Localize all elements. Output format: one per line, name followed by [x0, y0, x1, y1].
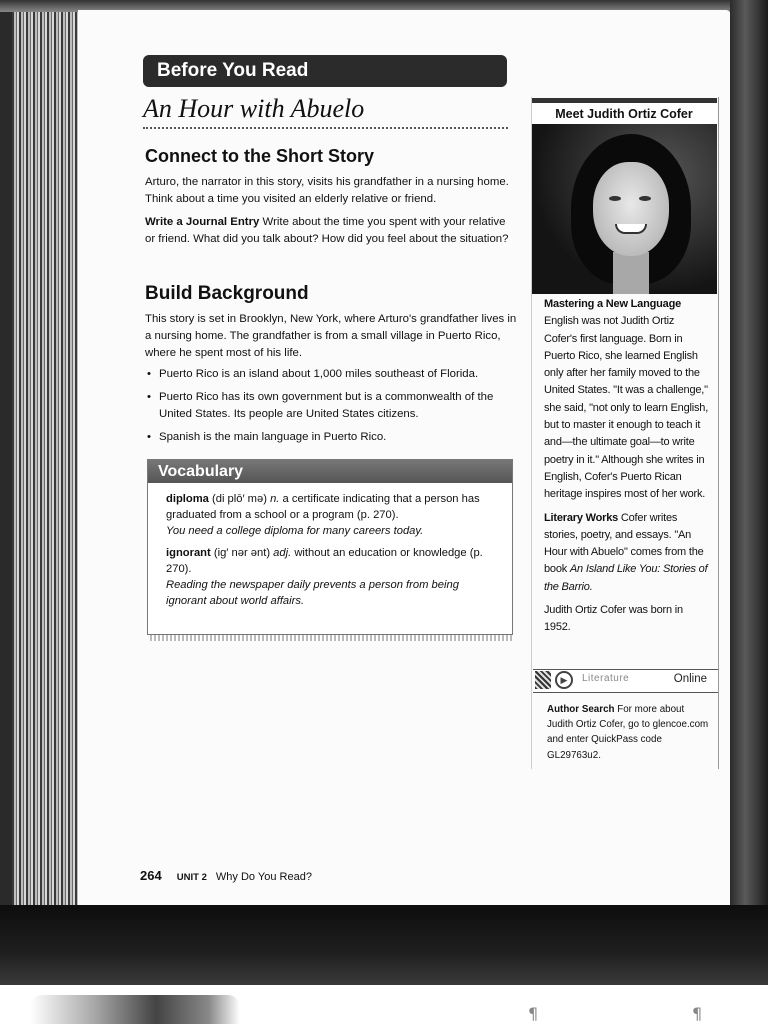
section-banner: Before You Read: [143, 55, 507, 87]
background-heading: Build Background: [145, 283, 309, 304]
vocabulary-shadow: [150, 635, 513, 641]
connect-heading: Connect to the Short Story: [145, 146, 374, 166]
background-bullets: [145, 366, 517, 452]
title-divider: [143, 127, 508, 129]
vocab-entry-diploma: [166, 491, 498, 539]
book-spine-shadow: [730, 0, 768, 990]
online-word: Online: [673, 673, 707, 685]
author-search-text: For more about Judith Ortiz Cofer, go to glencoe.com and enter QuickPass code GL29763u2.: [547, 704, 709, 761]
literature-online-bar: [533, 669, 719, 693]
vocab-example: Reading the newspaper daily prevents a person from being ignorant about world affairs.: [166, 579, 459, 607]
vocab-definition: a certificate indicating that a person has graduated from a school or a program (p. 270).: [166, 493, 480, 521]
vocab-example: You need a college diploma for many careers today.: [166, 525, 424, 537]
list-item: • Puerto Rico is an island about 1,000 miles southeast of Florida.: [145, 366, 517, 383]
vocab-word: diploma: [166, 493, 209, 505]
born-text: Judith Ortiz Cofer was born in 1952.: [544, 604, 683, 634]
list-item: • Puerto Rico has its own government but is a commonwealth of the United States. Its people are United States citizens.: [145, 389, 517, 423]
vocab-pronunciation: (di plō′ mə): [212, 493, 267, 505]
web-icon: [535, 671, 551, 689]
works-book-title: An Island Like You: Stories of the Barrio.: [544, 563, 708, 593]
author-bio: [544, 296, 710, 643]
author-search-label: Author Search: [547, 704, 615, 715]
scan-smudge: [30, 995, 240, 1024]
vocab-definition: without an education or knowledge (p. 270).: [166, 547, 483, 575]
online-label: Literature: [582, 673, 630, 684]
vocab-part-of-speech: adj.: [273, 547, 292, 559]
mastering-text: English was not Judith Ortiz Cofer's first language. Born in Puerto Rico, she learned English only after her family moved to the United States. "It was a challenge," she said, "not only to learn English, but to master it enough to teach it and—the ultimate goal—to write poetry in it." Although she writes in English, Cofer's Puerto Rican heritage inspires most of her work.: [544, 315, 709, 501]
background-intro: This story is set in Brooklyn, New York, where Arturo's grandfather lives in a nursing home. The grandfather is from a small village in Puerto Rico, where he spent most of his life.: [145, 313, 517, 359]
journal-label: Write a Journal Entry: [145, 216, 260, 228]
mastering-label: Mastering a New Language: [544, 298, 682, 310]
page-number: 264: [140, 868, 162, 883]
works-text: Cofer writes stories, poetry, and essays. "An Hour with Abuelo" comes from the book: [544, 511, 704, 576]
vocab-pronunciation: (ig′ nər ənt): [213, 547, 271, 559]
author-search: [547, 702, 713, 763]
vocab-entry-ignorant: [166, 545, 498, 609]
unit-label: UNIT 2: [176, 872, 207, 883]
list-item: • Spanish is the main language in Puerto Rico.: [145, 429, 517, 446]
vocabulary-heading: Vocabulary: [148, 460, 512, 483]
scan-mark: ¶: [528, 1004, 539, 1023]
works-label: Literary Works: [544, 511, 619, 524]
cd-icon: ▶: [555, 671, 573, 689]
journal-text: Write about the time you spent with your relative or friend. What did you talk about? How did you feel about the situation?: [145, 216, 509, 245]
works-paragraph: [544, 510, 710, 596]
mastering-paragraph: [544, 296, 710, 504]
vocabulary-box: [147, 459, 513, 635]
vocab-part-of-speech: n.: [270, 493, 280, 505]
scan-bottom-shadow: [0, 905, 768, 985]
book-page-edges: [12, 10, 82, 922]
page-footer: [140, 868, 312, 883]
connect-intro: Arturo, the narrator in this story, visits his grandfather in a nursing home. Think about a time you visited an elderly relative or friend.: [145, 176, 509, 205]
story-title: An Hour with Abuelo: [143, 94, 365, 123]
unit-title: Why Do You Read?: [215, 871, 312, 883]
vocabulary-body: [148, 483, 512, 609]
scan-mark: ¶: [692, 1004, 703, 1023]
journal-paragraph: [145, 214, 510, 248]
vocab-word: ignorant: [166, 547, 211, 559]
author-sidebar-heading: Meet Judith Ortiz Cofer: [531, 98, 717, 125]
author-photo: [531, 124, 717, 294]
